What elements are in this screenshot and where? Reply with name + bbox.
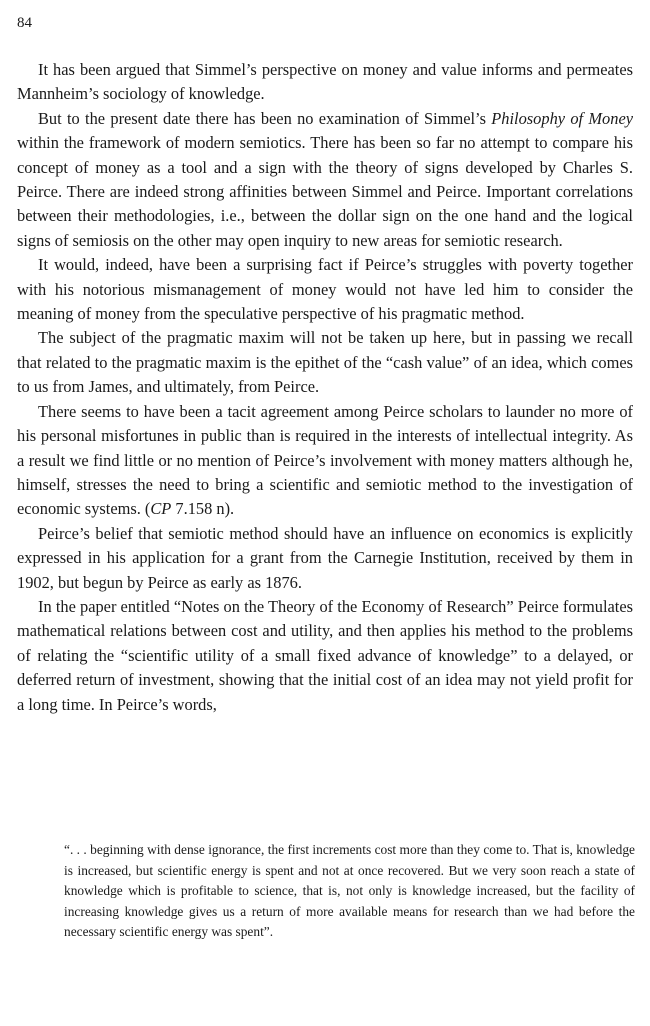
paragraph-pragmatic-maxim [17, 326, 633, 399]
paragraph-text: The subject of the pragmatic maxim will not be taken up here, but in passing we recall that related to the pragmatic maxim is the epithet of the “cash value” of an idea, which comes to us from James, and ultimately, from Peirce. [17, 328, 633, 397]
quote-text: “. . . beginning with dense ignorance, the first increments cost more than they come to. That is, knowledge is increased, but scientific energy is spent and not at once recovered. But we very soon reach a state of knowledge which is profitable to science, that is, not only is knowledge increased, but the facility of increasing knowledge gives us a return of more available means for research than we had before the necessary scientific energy was spent”. [64, 842, 635, 940]
paragraph-carnegie-grant [17, 522, 633, 595]
paragraph-text-end: within the framework of modern semiotics. There has been so far no attempt to compare his concept of money as a tool and a sign with the theory of signs developed by Charles S. Peirce. There are indeed strong affinities between Simmel and Peirce. Important correlations between their methodologies, i.e., between the dollar sign on the one hand and the logical signs of semiosis on the other may open inquiry to new areas for semiotic research. [17, 133, 633, 250]
book-title: Philosophy of Money [491, 108, 634, 128]
paragraph-text: In the paper entitled “Notes on the Theory of the Economy of Research” Peirce formulates mathematical relations between cost and utility, and then applies his method to the problems of relating the “scientific utility of a small fixed advance of knowledge” to a delayed, or deferred return of investment, showing that the initial cost of an idea may not yield profit for a long time. In Peirce’s words, [17, 596, 633, 714]
paragraph-text: It would, indeed, have been a surprising fact if Peirce’s struggles with poverty together with his notorious mismanagement of money would not have led him to consider the meaning of money from the speculative perspective of his pragmatic method. [17, 255, 633, 324]
paragraph-text-end: 7.158 n). [171, 499, 235, 519]
paragraph-semiotics [17, 107, 633, 253]
paragraph-tacit-agreement [17, 400, 633, 522]
paragraph-text-start: But to the present date there has been no examination of Simmel’s [38, 108, 492, 128]
paragraph-simmel-mannheim [17, 58, 633, 107]
block-quote [64, 840, 635, 943]
paragraph-poverty [17, 253, 633, 326]
page-number: 84 [17, 15, 32, 31]
paragraph-text-start: There seems to have been a tacit agreement among Peirce scholars to launder no more of his personal misfortunes in public than is required in the interests of intellectual integrity. As a result we find little or no mention of Peirce’s involvement with money matters although he, himself, stresses the need to bring a scientific and semiotic method to the investigation of economic systems. ( [17, 401, 633, 519]
body-text [17, 58, 633, 717]
paragraph-economy-of-research [17, 595, 633, 717]
paragraph-text: Peirce’s belief that semiotic method should have an influence on economics is explicitly expressed in his application for a grant from the Carnegie Institution, received by them in 1902, but begun by Peirce as early as 1876. [17, 523, 633, 592]
paragraph-text: It has been argued that Simmel’s perspective on money and value informs and permeates Mannheim’s sociology of knowledge. [17, 60, 633, 104]
citation-abbreviation: CP [150, 499, 172, 519]
